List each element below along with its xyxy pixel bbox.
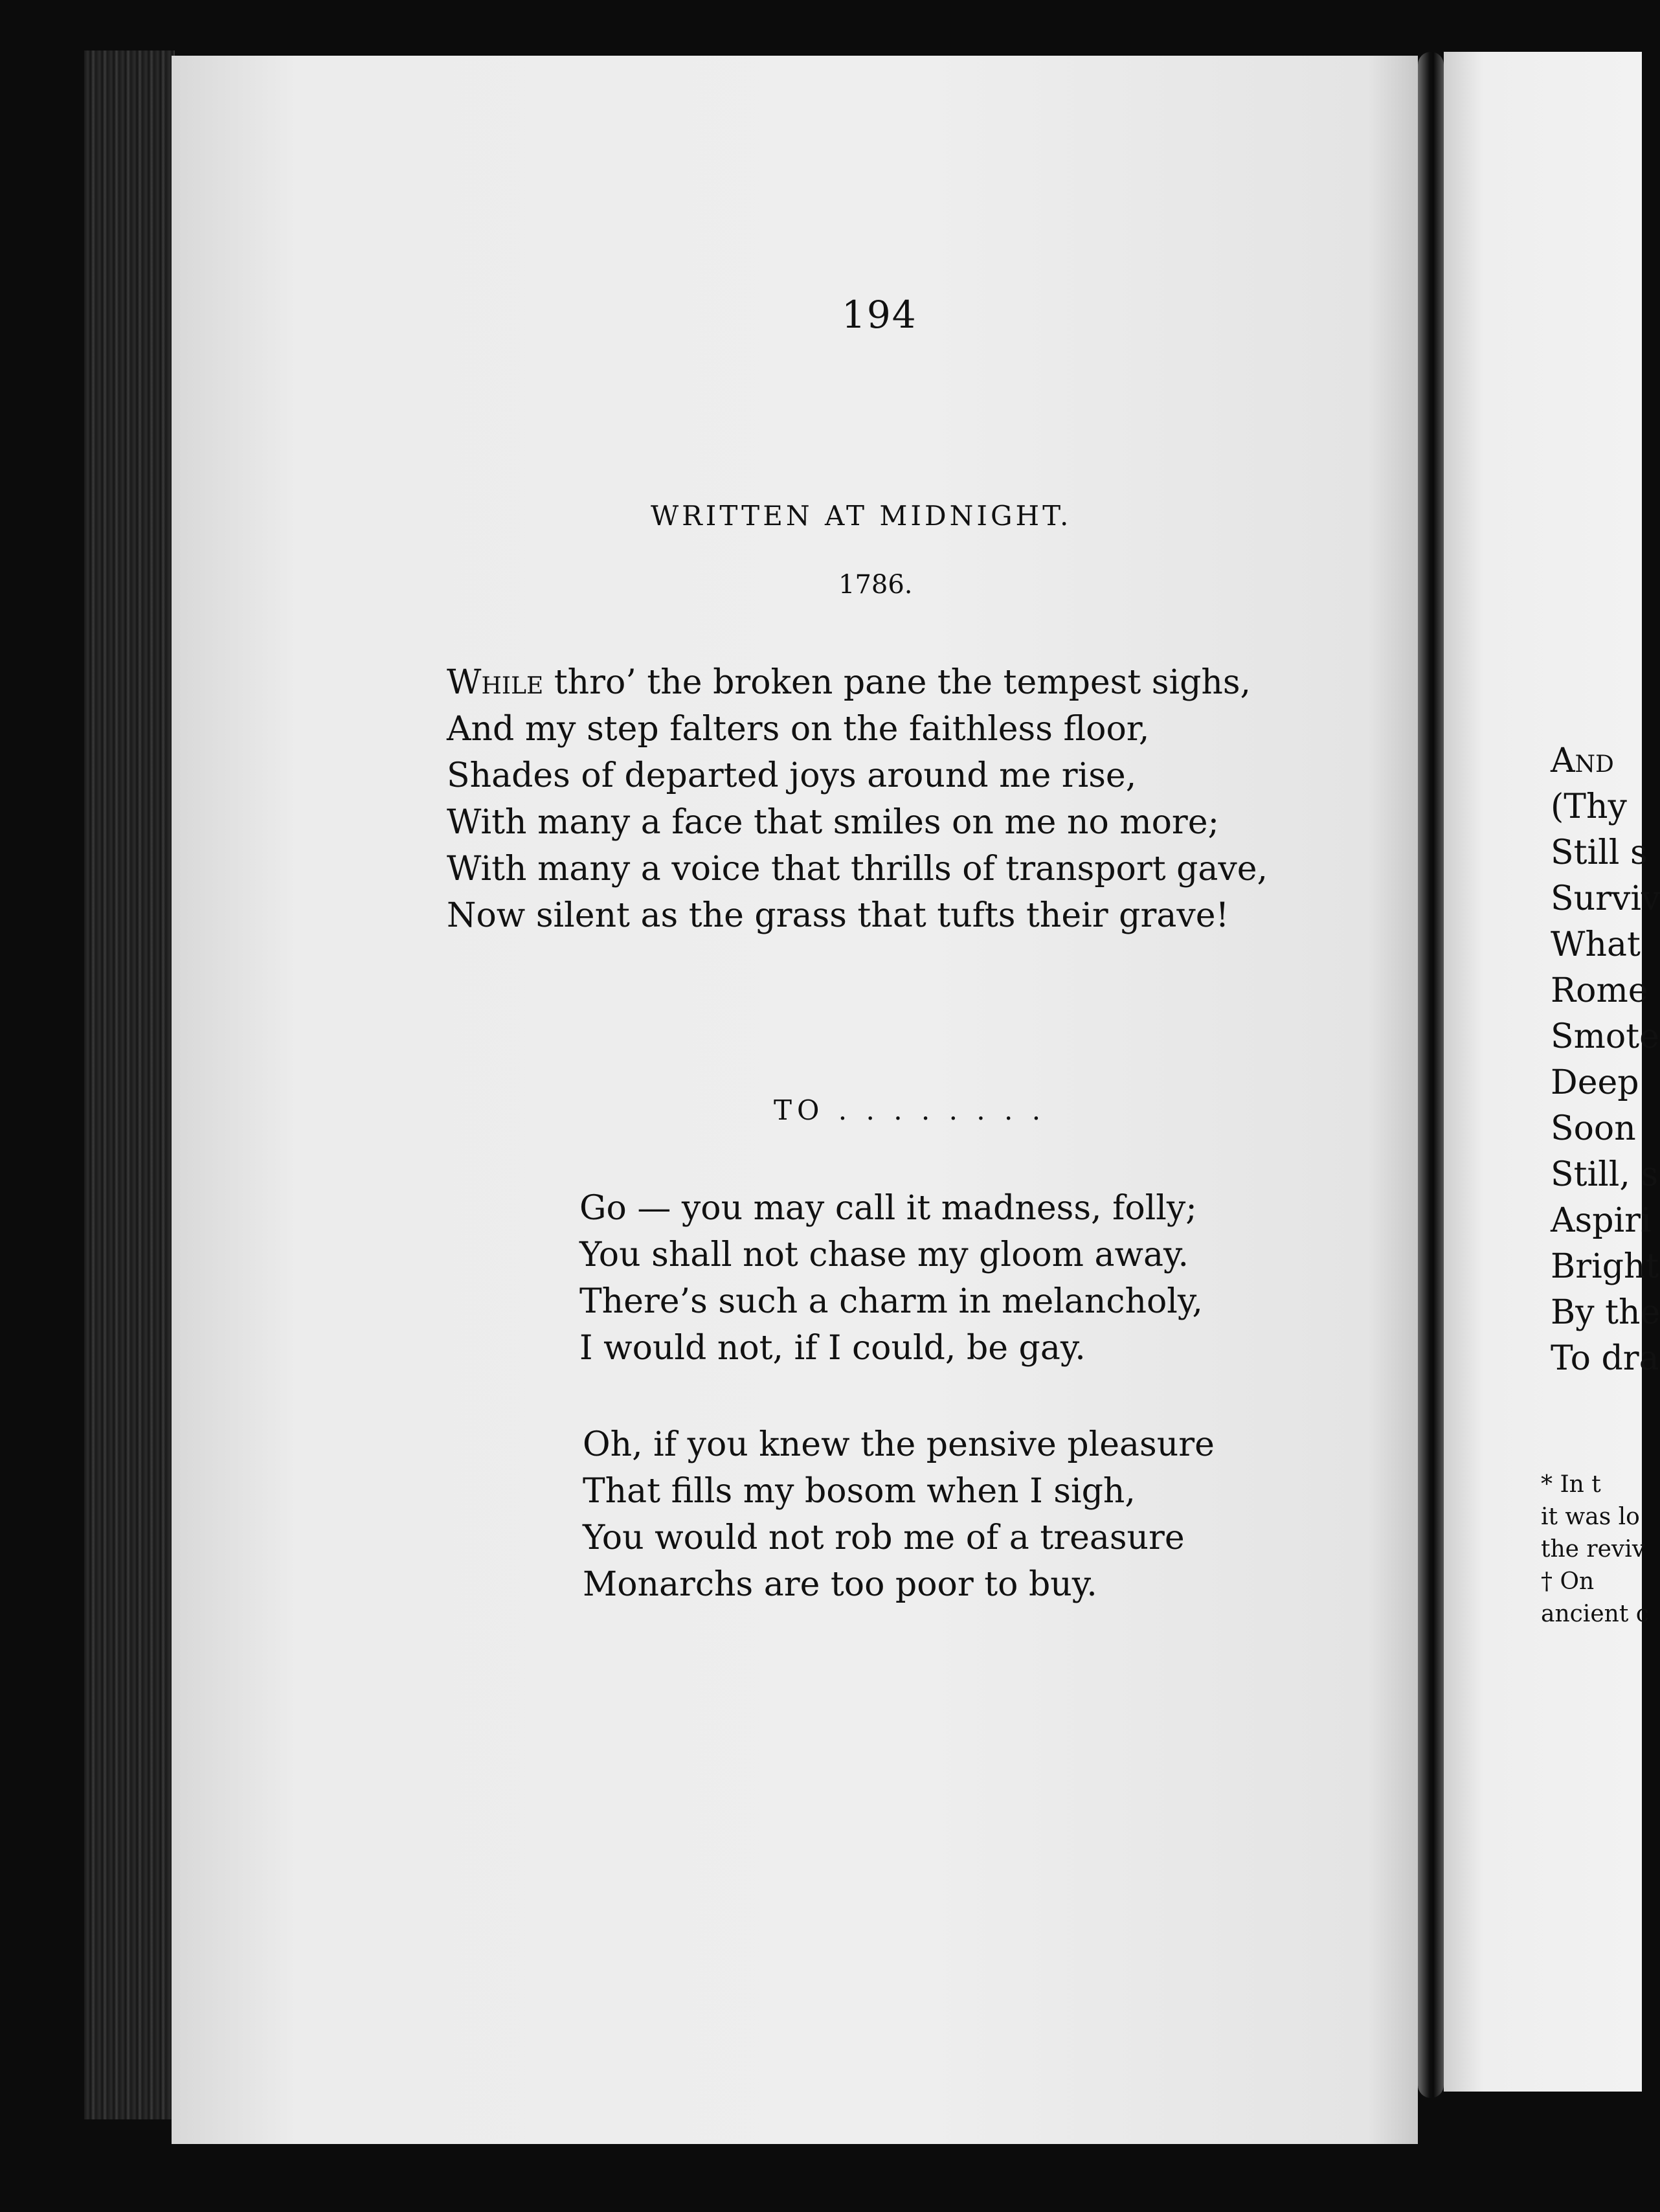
poem-line: Shades of departed joys around me rise, [447,756,1137,795]
footnote-line: it was lo [1541,1504,1640,1530]
poem-line: What [1551,925,1641,964]
footnote-line: * In t [1541,1471,1601,1498]
poem-line: Smote [1551,1017,1659,1056]
poem2-stanza-2 [583,1421,1230,1608]
footnote-line: † On [1541,1568,1595,1595]
page-number: 194 [842,293,917,337]
poem-line: Monarchs are too poor to buy. [583,1565,1097,1604]
poem-line: While thro’ the broken pane the tempest sighs, [447,663,1251,702]
right-page-text [1551,738,1660,1382]
poem-line: With many a voice that thrills of transport gave, [447,850,1268,888]
poem-line: With many a face that smiles on me no more; [447,803,1220,842]
poem-line: Still, s [1551,1155,1659,1194]
poem-title-to: TO . . . . . . . . [774,1094,1046,1126]
poem-line: And my step falters on the faithless floor, [447,710,1150,749]
poem-line: Soon [1551,1109,1636,1148]
poem-line: (Thy [1551,787,1627,826]
poem-line: And [1551,741,1614,780]
poem-title-written-at-midnight: WRITTEN AT MIDNIGHT. [651,500,1072,532]
poem-line: Surviv [1551,879,1660,918]
footnote-line: ancient c [1541,1601,1649,1627]
poem-line: Oh, if you knew the pensive pleasure [583,1425,1215,1464]
poem-line: By the [1551,1293,1660,1332]
poem1-stanza [447,659,1268,939]
poem-line: Now silent as the grass that tufts their grave! [447,896,1229,935]
poem-line: Go — you may call it madness, folly; [579,1189,1197,1228]
poem-line: I would not, if I could, be gay. [579,1329,1086,1368]
page-edges [84,51,175,2119]
poem-line: That fills my bosom when I sigh, [583,1472,1136,1511]
poem-line: You shall not chase my gloom away. [579,1236,1189,1274]
right-page-footnotes [1541,1469,1649,1631]
poem-line: To dra [1551,1339,1659,1378]
poem-line: There’s such a charm in melancholy, [579,1282,1203,1321]
poem-line: Deep [1551,1063,1639,1102]
poem2-stanza-1 [579,1185,1227,1371]
footnote-line: the reviv [1541,1536,1646,1563]
poem-line: Aspiri [1551,1201,1652,1240]
book-gutter [1418,52,1444,2098]
poem-line: Bright [1551,1247,1659,1286]
drop-word: While [447,663,544,702]
poem-line: Still s [1551,833,1648,872]
poem-line: Rome [1551,971,1648,1010]
poem-line: You would not rob me of a treasure [583,1518,1185,1557]
poem-year: 1786. [838,570,913,600]
